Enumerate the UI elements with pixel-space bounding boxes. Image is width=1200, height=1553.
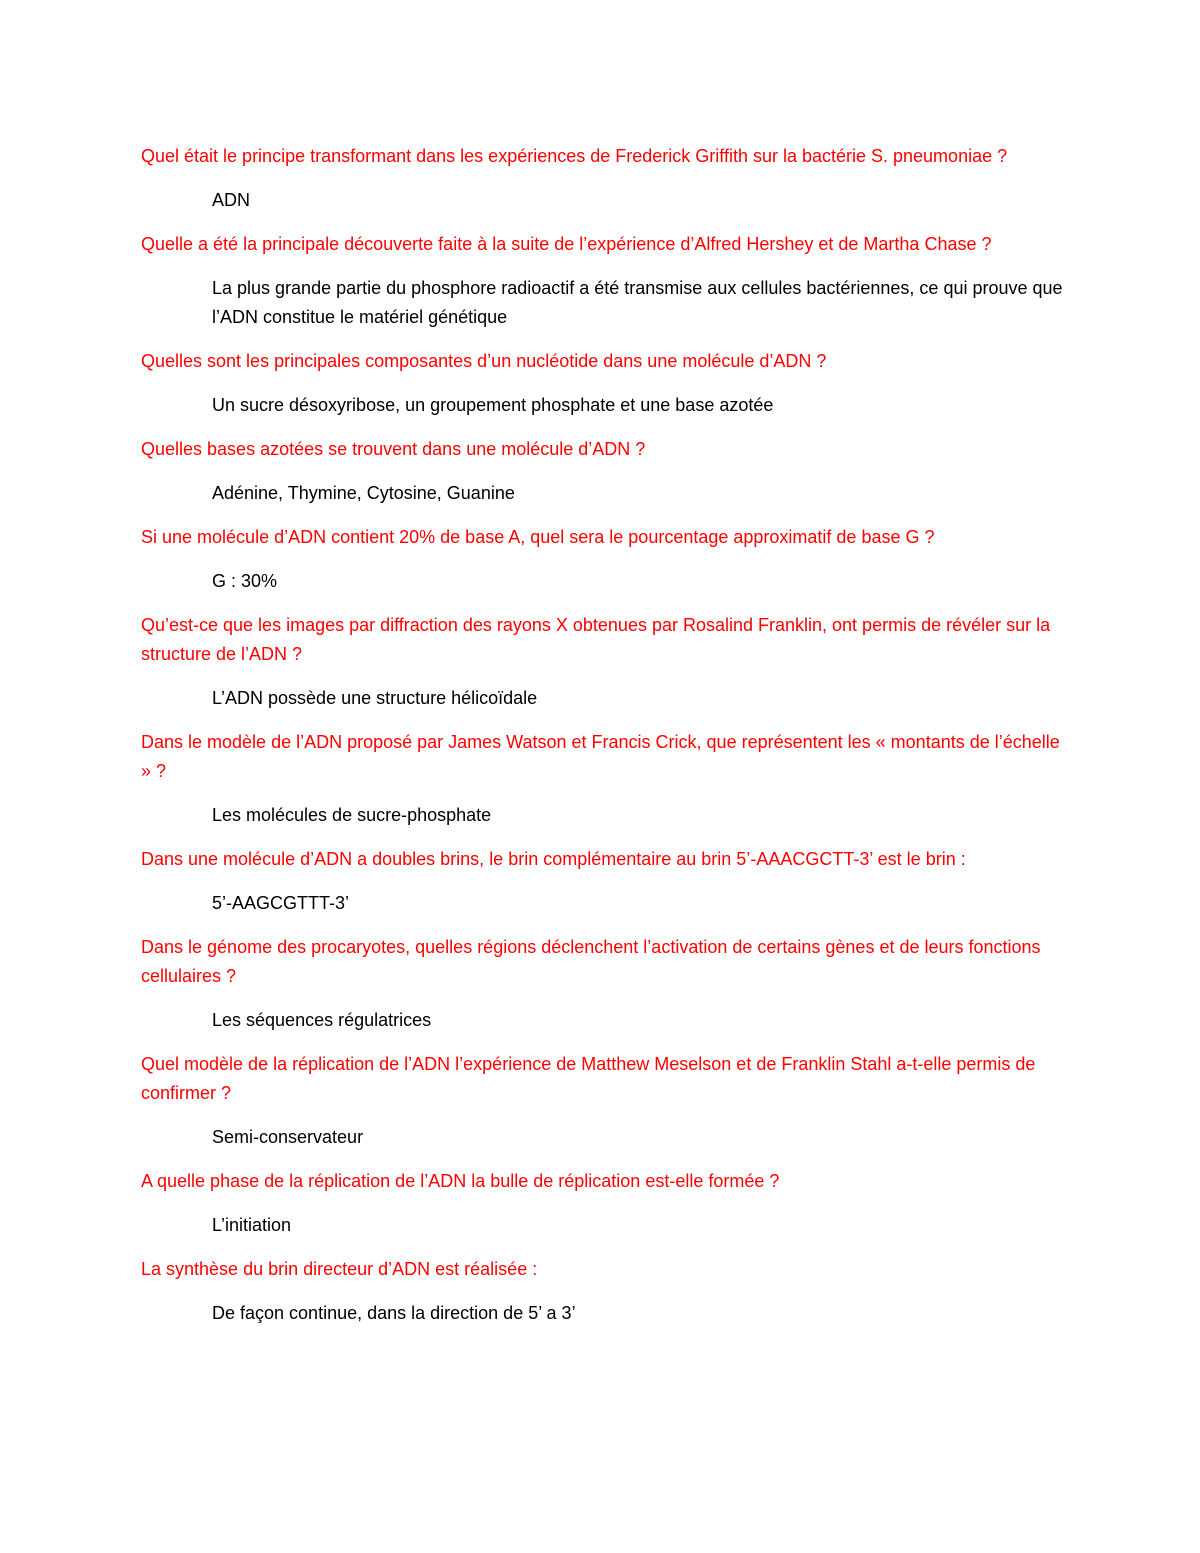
answer-7: Les molécules de sucre-phosphate	[212, 805, 492, 825]
answer-3: Un sucre désoxyribose, un groupement phosphate et une base azotée	[212, 395, 774, 415]
answer-1: ADN	[212, 190, 251, 210]
answer-10: Semi-conservateur	[212, 1127, 364, 1147]
qa-item-10	[141, 1050, 1071, 1152]
qa-item-8	[141, 845, 1071, 918]
answer-6: L’ADN possède une structure hélicoïdale	[212, 688, 538, 708]
qa-item-5	[141, 523, 1071, 596]
question-9: Dans le génome des procaryotes, quelles régions déclenchent l’activation de certains gènes et de leurs fonctions cellulaires ?	[141, 937, 1041, 986]
qa-item-4	[141, 435, 1071, 508]
question-5: Si une molécule d’ADN contient 20% de base A, quel sera le pourcentage approximatif de base G ?	[141, 527, 935, 547]
question-8: Dans une molécule d’ADN a doubles brins, le brin complémentaire au brin 5’-AAACGCTT-3’ est le brin :	[141, 849, 966, 869]
qa-item-2	[141, 230, 1071, 332]
answer-9: Les séquences régulatrices	[212, 1010, 432, 1030]
question-12: La synthèse du brin directeur d’ADN est réalisée :	[141, 1259, 538, 1279]
qa-item-7	[141, 728, 1071, 830]
answer-4: Adénine, Thymine, Cytosine, Guanine	[212, 483, 515, 503]
question-3: Quelles sont les principales composantes d’un nucléotide dans une molécule d’ADN ?	[141, 351, 827, 371]
question-1: Quel était le principe transformant dans les expériences de Frederick Griffith sur la bactérie S. pneumoniae ?	[141, 146, 1008, 166]
qa-item-12	[141, 1255, 1071, 1328]
qa-item-6	[141, 611, 1071, 713]
qa-item-3	[141, 347, 1071, 420]
qa-item-9	[141, 933, 1071, 1035]
qa-list	[141, 142, 1071, 1343]
qa-item-1	[141, 142, 1071, 215]
question-7: Dans le modèle de l’ADN proposé par James Watson et Francis Crick, que représentent les « montants de l’échelle » ?	[141, 732, 1060, 781]
answer-8: 5’-AAGCGTTT-3’	[212, 893, 350, 913]
answer-2: La plus grande partie du phosphore radioactif a été transmise aux cellules bactériennes, ce qui prouve que l’ADN constitue le matériel génétique	[212, 278, 1063, 327]
answer-11: L’initiation	[212, 1215, 292, 1235]
answer-5: G : 30%	[212, 571, 278, 591]
question-4: Quelles bases azotées se trouvent dans une molécule d’ADN ?	[141, 439, 646, 459]
qa-item-11	[141, 1167, 1071, 1240]
question-2: Quelle a été la principale découverte faite à la suite de l’expérience d’Alfred Hershey et de Martha Chase ?	[141, 234, 992, 254]
question-11: A quelle phase de la réplication de l’ADN la bulle de réplication est-elle formée ?	[141, 1171, 780, 1191]
question-6: Qu’est-ce que les images par diffraction des rayons X obtenues par Rosalind Franklin, ont permis de révéler sur la structure de l’ADN ?	[141, 615, 1051, 664]
question-10: Quel modèle de la réplication de l’ADN l’expérience de Matthew Meselson et de Franklin Stahl a-t-elle permis de confirmer ?	[141, 1054, 1036, 1103]
answer-12: De façon continue, dans la direction de 5’ a 3’	[212, 1303, 576, 1323]
